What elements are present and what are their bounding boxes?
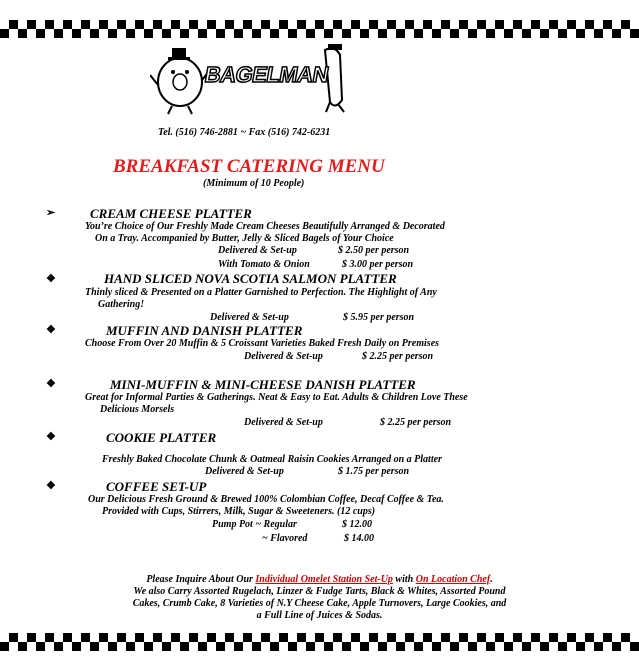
item-title: HAND SLICED NOVA SCOTIA SALMON PLATTER [104,271,397,286]
item-desc: Provided with Cups, Stirrers, Milk, Sugar & Sweeteners. (12 cups) [102,506,376,517]
page-title: BREAKFAST CATERING MENU [113,156,385,177]
diamond-bullet-icon: ❖ [46,431,56,443]
price-value: $ 3.00 per person [342,259,414,270]
price-label: Pump Pot ~ Regular [212,519,297,530]
item-title: CREAM CHEESE PLATTER [90,206,252,221]
price-value: $ 14.00 [344,533,374,544]
diamond-bullet-icon: ❖ [46,378,56,390]
item-desc: Our Delicious Fresh Ground & Brewed 100% Colombian Coffee, Decaf Coffee & Tea. [88,494,444,505]
footer-text: with [392,574,416,585]
page-subtitle: (Minimum of 10 People) [203,178,305,189]
price-label: Delivered & Set-up [244,417,323,428]
item-desc: Thinly sliced & Presented on a Platter Garnished to Perfection. The Highlight of Any [85,287,437,298]
footer-notes [0,574,639,622]
price-value: $ 12.00 [342,519,372,530]
footer-line-2: We also Carry Assorted Rugelach, Linzer & Fudge Tarts, Black & Whites, Assorted Pound [133,586,506,597]
contact-info: Tel. (516) 746-2881 ~ Fax (516) 742-6231 [158,127,331,138]
price-value: $ 5.95 per person [343,312,415,323]
diamond-bullet-icon: ❖ [46,324,56,336]
item-title: MUFFIN AND DANISH PLATTER [106,323,303,338]
item-desc: Great for Informal Parties & Gatherings. Neat & Easy to Eat. Adults & Children Love These [85,392,468,403]
footer-text: . [490,574,493,585]
item-title: COFFEE SET-UP [106,479,207,494]
item-desc: Freshly Baked Chocolate Chunk & Oatmeal Raisin Cookies Arranged on a Platter [102,454,442,465]
item-desc: You’re Choice of Our Freshly Made Cream Cheeses Beautifully Arranged & Decorated [85,221,445,232]
top-checker-border [0,20,639,38]
link-part: On [415,574,429,585]
price-label: Delivered & Set-up [205,466,284,477]
omelet-station-link[interactable]: Individual Omelet Station Set-Up [255,574,393,585]
logo-text: BAGELMAN [202,62,331,87]
footer-line-4: a Full Line of Juices & Sodas. [256,610,383,621]
footer-text: Please Inquire About Our [146,574,256,585]
price-value: $ 2.25 per person [380,417,452,428]
on-location-chef-link[interactable] [416,574,490,585]
item-desc: Gathering! [98,299,145,310]
item-desc: Delicious Morsels [100,404,175,415]
diamond-bullet-icon: ❖ [46,273,56,285]
arrow-bullet-icon: ➢ [46,207,56,219]
price-label: Delivered & Set-up [244,351,323,362]
link-part: Location Chef [428,574,491,585]
price-label: Delivered & Set-up [210,312,289,323]
bagelman-logo [150,40,360,115]
price-label: With Tomato & Onion [218,259,310,270]
price-value: $ 1.75 per person [338,466,410,477]
item-desc: Choose From Over 20 Muffin & 5 Croissant Varieties Baked Fresh Daily on Premises [85,338,440,349]
diamond-bullet-icon: ❖ [46,480,56,492]
item-desc: On a Tray. Accompanied by Butter, Jelly & Sliced Bagels of Your Choice [95,233,394,244]
price-value: $ 2.50 per person [338,245,410,256]
price-value: $ 2.25 per person [362,351,434,362]
footer-line-1 [0,574,639,586]
bottom-checker-border [0,633,639,651]
item-title: COOKIE PLATTER [106,430,217,445]
price-label: ~ Flavored [262,533,308,544]
item-title: MINI-MUFFIN & MINI-CHEESE DANISH PLATTER [110,377,416,392]
price-label: Delivered & Set-up [218,245,297,256]
footer-line-3: Cakes, Crumb Cake, 8 Varieties of N.Y Cheese Cake, Apple Turnovers, Large Cookies, and [132,598,507,609]
